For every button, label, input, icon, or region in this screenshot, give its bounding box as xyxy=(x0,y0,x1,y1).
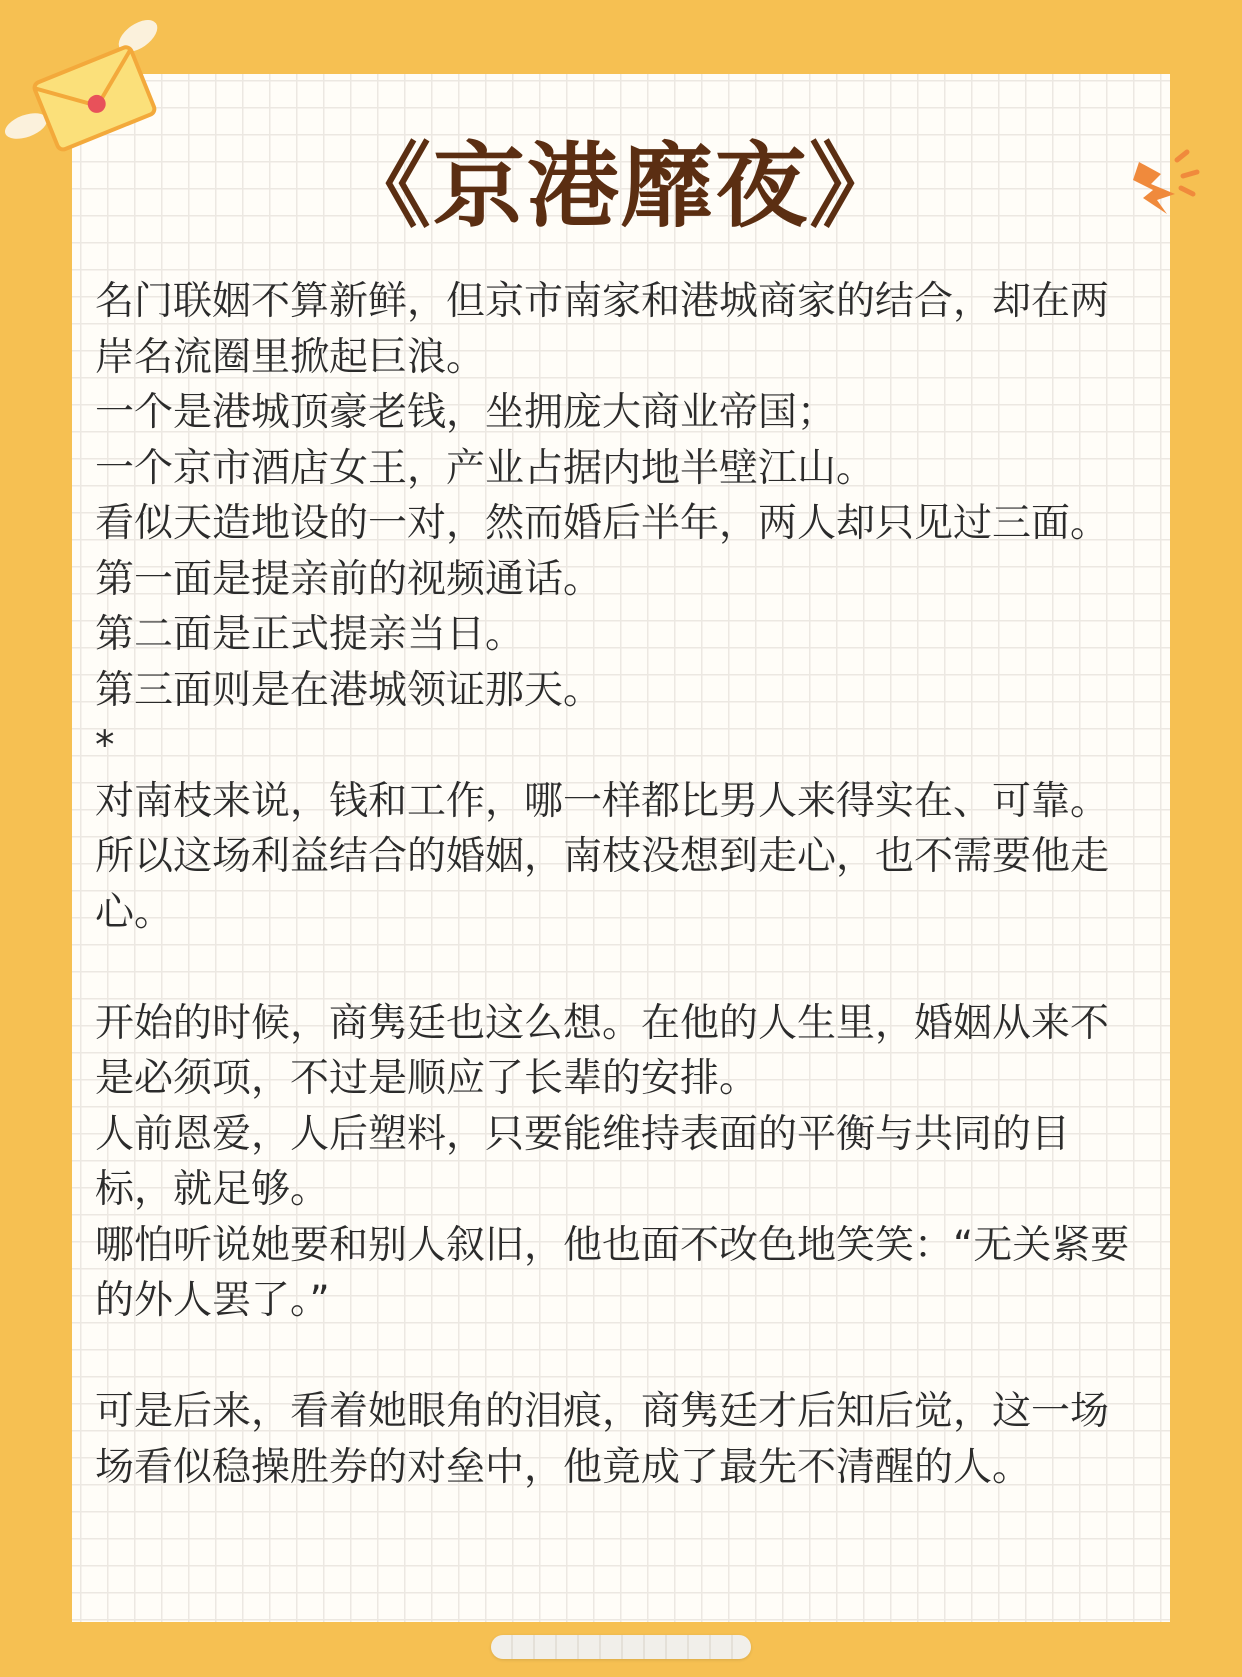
paragraph: 第三面则是在港城领证那天。 xyxy=(95,667,603,713)
paragraph: 开始的时候，商隽廷也这么想。在他的人生里，婚姻从来不是必须项，不过是顺应了长辈的安排。 xyxy=(95,1000,1110,1101)
page-title: 《京港靡夜》 xyxy=(338,133,903,240)
blank-line xyxy=(95,940,1135,996)
paragraph: 对南枝来说，钱和工作，哪一样都比男人来得实在、可靠。所以这场利益结合的婚姻，南枝没想到走心，也不需要他走心。 xyxy=(95,778,1110,935)
section-separator: * xyxy=(95,723,115,768)
paragraph: 可是后来，看着她眼角的泪痕，商隽廷才后知后觉，这一场场看似稳操胜券的对垒中，他竟成了最先不清醒的人。 xyxy=(95,1389,1110,1490)
blank-line xyxy=(95,1329,1135,1385)
scrollbar[interactable] xyxy=(0,1635,1242,1675)
paragraph: 人前恩爱，人后塑料，只要能维持表面的平衡与共同的目标，就足够。 xyxy=(95,1111,1071,1212)
paragraph: 名门联姻不算新鲜，但京市南家和港城商家的结合，却在两岸名流圈里掀起巨浪。 xyxy=(95,279,1110,380)
paragraph: 看似天造地设的一对，然而婚后半年，两人却只见过三面。 xyxy=(95,501,1110,546)
scroll-thumb[interactable] xyxy=(491,1635,751,1659)
envelope-heart-icon xyxy=(0,0,180,180)
paragraph: 一个是港城顶豪老钱，坐拥庞大商业帝国； xyxy=(95,390,837,435)
synopsis-text xyxy=(95,274,1135,1495)
paragraph: 一个京市酒店女王，产业占据内地半壁江山。 xyxy=(95,445,876,491)
paragraph: 哪怕听说她要和别人叙旧，他也面不改色地笑笑：“无关紧要的外人罢了。” xyxy=(95,1222,1130,1323)
paragraph: 第一面是提亲前的视频通话。 xyxy=(95,556,603,602)
paragraph: 第二面是正式提亲当日。 xyxy=(95,612,525,657)
note-card xyxy=(72,74,1170,1622)
